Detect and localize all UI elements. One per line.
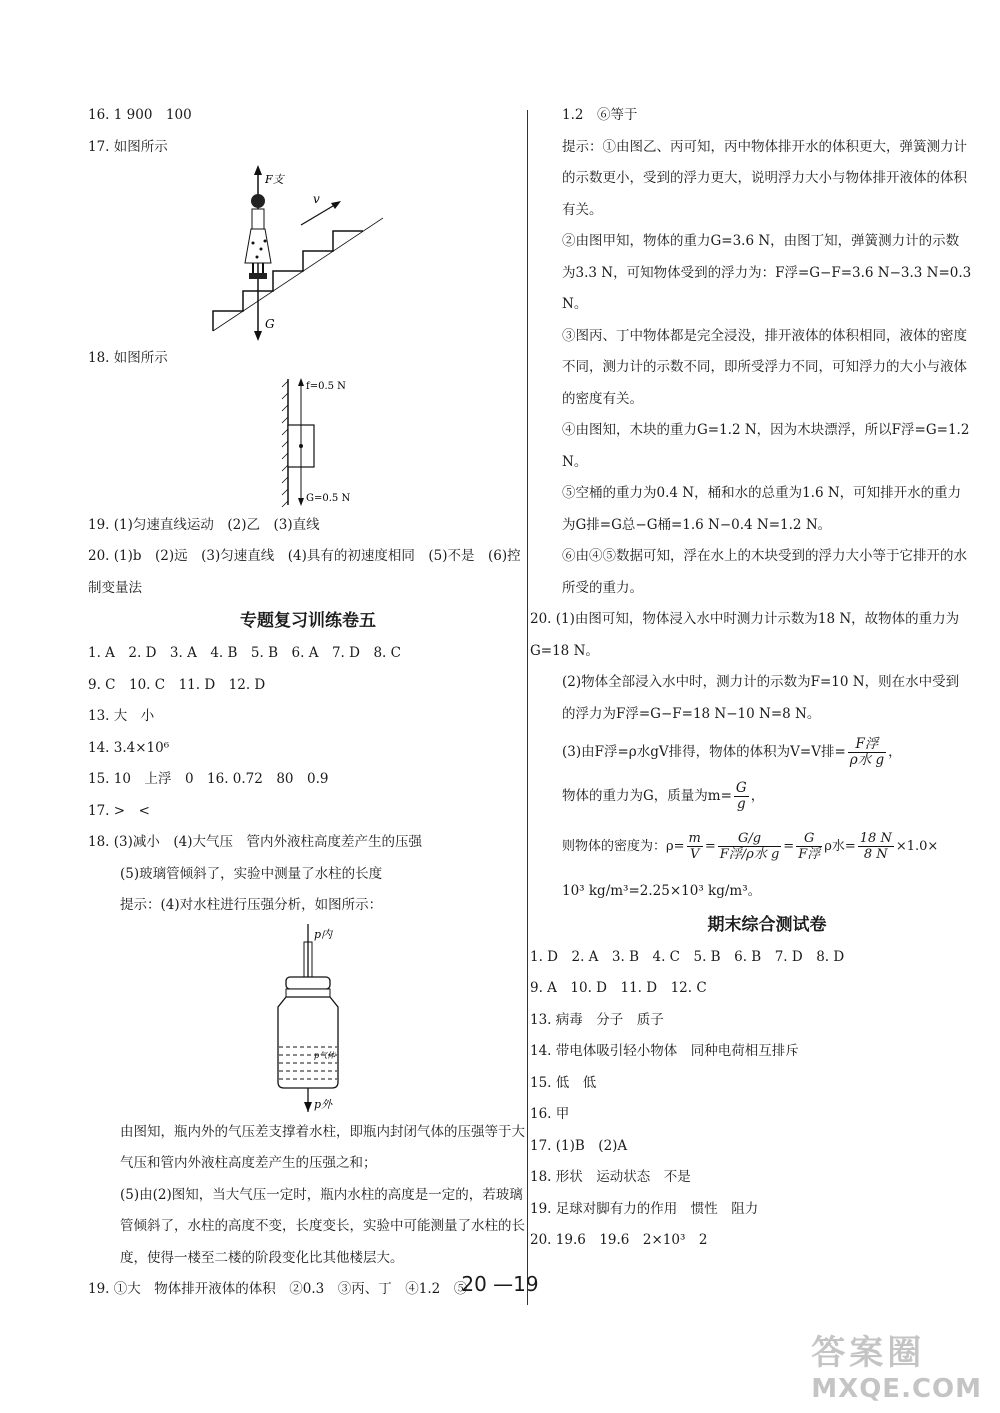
weight-label: G=0.5 N: [306, 492, 351, 504]
answer-17: 17. 如图所示: [88, 138, 168, 155]
mass-fraction: $\frac{G}{g}$: [735, 780, 747, 812]
hint-5: ⑤空桶的重力为0.4 N，桶和水的总重为1.6 N，可知排开水的重力为G排=G总−G桶=1.6 N−0.4 N=1.2 N。: [562, 485, 962, 533]
answer-20b: (2)物体全部浸入水中时，测力计的示数为F=10 N，则在水中受到的浮力为F浮=G−F=18 N−10 N=8 N。: [562, 674, 960, 722]
support-force-label: F支: [265, 173, 284, 186]
final-exam-title: 期末综合测试卷: [707, 914, 827, 935]
hint-4: ④由图知，木块的重力G=1.2 N，因为木块漂浮，所以F浮=G=1.2 N。: [562, 422, 970, 470]
final-answer-18: 18. 形状 运动状态 不是: [530, 1169, 691, 1185]
page-number: 20 —19: [461, 1272, 539, 1296]
final-choice-9-12: 9. A 10. D 11. D 12. C: [530, 980, 707, 996]
inner-pressure-label: p内: [314, 927, 333, 941]
final-choice-1-8: 1. D 2. A 3. B 4. C 5. B 6. B 7. D 8. D: [530, 948, 845, 965]
answer-19b: 19. ①大 物体排开液体的体积 ②0.3 ③丙、丁 ④1.2 ⑤: [88, 1281, 468, 1297]
answer-16: 16. 1 900 100: [88, 107, 192, 123]
answer-14: 14. 3.4×10⁶: [88, 739, 170, 756]
final-answer-19: 19. 足球对脚有力的作用 惯性 阻力: [530, 1200, 759, 1217]
density-result: 10³ kg/m³=2.25×10³ kg/m³。: [562, 883, 762, 899]
answer-15-16: 15. 10 上浮 0 16. 0.72 80 0.9: [88, 771, 329, 787]
answer-19-cont: 1.2 ⑥等于: [562, 107, 638, 123]
answer-18-explain-2: (5)由(2)图知，当大气压一定时，瓶内水柱的高度是一定的，若玻璃管倾斜了，水柱的高度不变，长度变长，实验中可能测量了水柱的长度，使得一楼至二楼的阶段变化比其他楼层大。: [120, 1186, 525, 1266]
choice-answers-1-8: 1. A 2. D 3. A 4. B 5. B 6. A 7. D 8. C: [88, 645, 401, 661]
hint-1: 提示：①由图乙、丙可知，丙中物体排开水的体积更大，弹簧测力计的示数更小，受到的浮力更大，说明浮力大小与物体排开液体的体积有关。: [562, 138, 967, 218]
final-answer-20: 20. 19.6 19.6 2×10³ 2: [530, 1232, 708, 1248]
answer-18a: 18. (3)减小 (4)大气压 管内外液柱高度差产生的压强: [88, 834, 423, 850]
hint-3: ③图丙、丁中物体都是完全浸没，排开液体的体积相同，液体的密度不同，测力计的示数不同，即所受浮力不同，可知浮力的大小与液体的密度有关。: [562, 327, 967, 407]
volume-text: (3)由F浮=ρ水gV排得，物体的体积为V=V排=: [562, 744, 846, 760]
answer-17: 17. > <: [88, 802, 150, 819]
answer-20c: (3)由F浮=ρ水gV排得，物体的体积为V=V排= $\frac{\text{F浮}}{\text{ρ水 g}}$ ，: [562, 736, 902, 768]
hint-2: ②由图甲知，物体的重力G=3.6 N，由图丁知，弹簧测力计的示数为3.3 N，可知物体受到的浮力为：F浮=G−F=3.6 N−3.3 N=0.3 N。: [562, 233, 972, 312]
velocity-label: v: [313, 192, 320, 206]
gravity-label: G: [265, 317, 275, 331]
final-answer-13: 13. 病毒 分子 质子: [530, 1011, 664, 1028]
final-answer-14: 14. 带电体吸引轻小物体 同种电荷相互排斥: [530, 1043, 799, 1059]
density-fraction-1: $\frac{m}{V}$: [688, 831, 701, 862]
friction-label: f=0.5 N: [306, 380, 346, 392]
density-fraction-3: $\frac{G}{\text{F浮}}$: [798, 831, 821, 862]
choice-answers-9-12: 9. C 10. C 11. D 12. D: [88, 676, 266, 693]
watermark-logo: 答案圈 MXQE.COM: [811, 1333, 982, 1404]
answer-18: 18. 如图所示: [88, 350, 168, 366]
outer-pressure-label: p外: [314, 1097, 333, 1111]
stairs-figure: [173, 163, 443, 343]
final-answer-15: 15. 低 低: [530, 1074, 597, 1091]
answer-18-hint: 提示：(4)对水柱进行压强分析，如图所示：: [120, 897, 383, 913]
final-answer-16: 16. 甲: [530, 1106, 570, 1122]
answer-18b: (5)玻璃管倾斜了，实验中测量了水柱的长度: [120, 865, 383, 882]
density-line: 则物体的密度为：ρ= $\frac{m}{V}$ = $\frac{G/g}{\text{F浮/ρ水 g}}$ = $\frac{G}{\text{F浮}}$ ρ水= $\frac{18 N}{8 N}$ ×1.0×: [562, 831, 939, 862]
answer-20: 20. (1)b (2)远 (3)匀速直线 (4)具有的初速度相同 (5)不是 (6)控制变量法: [88, 548, 521, 596]
block-wall-figure: [248, 375, 368, 510]
hint-6: ⑥由④⑤数据可知，浮在水上的木块受到的浮力大小等于它排开的水所受的重力。: [562, 548, 967, 596]
answer-13: 13. 大 小: [88, 708, 155, 724]
mass-line: 物体的重力为G，质量为m= $\frac{G}{g}$ ，: [562, 780, 765, 812]
section-title-5: 专题复习训练卷五: [240, 611, 376, 631]
gas-pressure-label: p气体: [314, 1050, 336, 1060]
mass-text: 物体的重力为G，质量为m=: [562, 788, 732, 804]
answer-19: 19. (1)匀速直线运动 (2)乙 (3)直线: [88, 516, 320, 533]
density-fraction-4: $\frac{18 N}{8 N}$: [859, 831, 892, 862]
density-fraction-2: $\frac{G/g}{\text{F浮/ρ水 g}}$: [719, 831, 780, 862]
answer-20a: 20. (1)由图可知，物体浸入水中时测力计示数为18 N，故物体的重力为G=18 N。: [530, 611, 960, 659]
final-answer-17: 17. (1)B (2)A: [530, 1137, 628, 1154]
volume-fraction: $\frac{\text{F浮}}{\text{ρ水 g}}$: [849, 736, 885, 768]
left-column: [88, 100, 528, 1306]
density-text: 则物体的密度为：ρ=: [562, 839, 685, 854]
bottle-pressure-figure: [238, 922, 378, 1117]
right-column: [530, 100, 972, 1257]
answer-18-explain-1: 由图知，瓶内外的气压差支撑着水柱，即瓶内封闭气体的压强等于大气压和管内外液柱高度差产生的压强之和；: [120, 1123, 525, 1171]
